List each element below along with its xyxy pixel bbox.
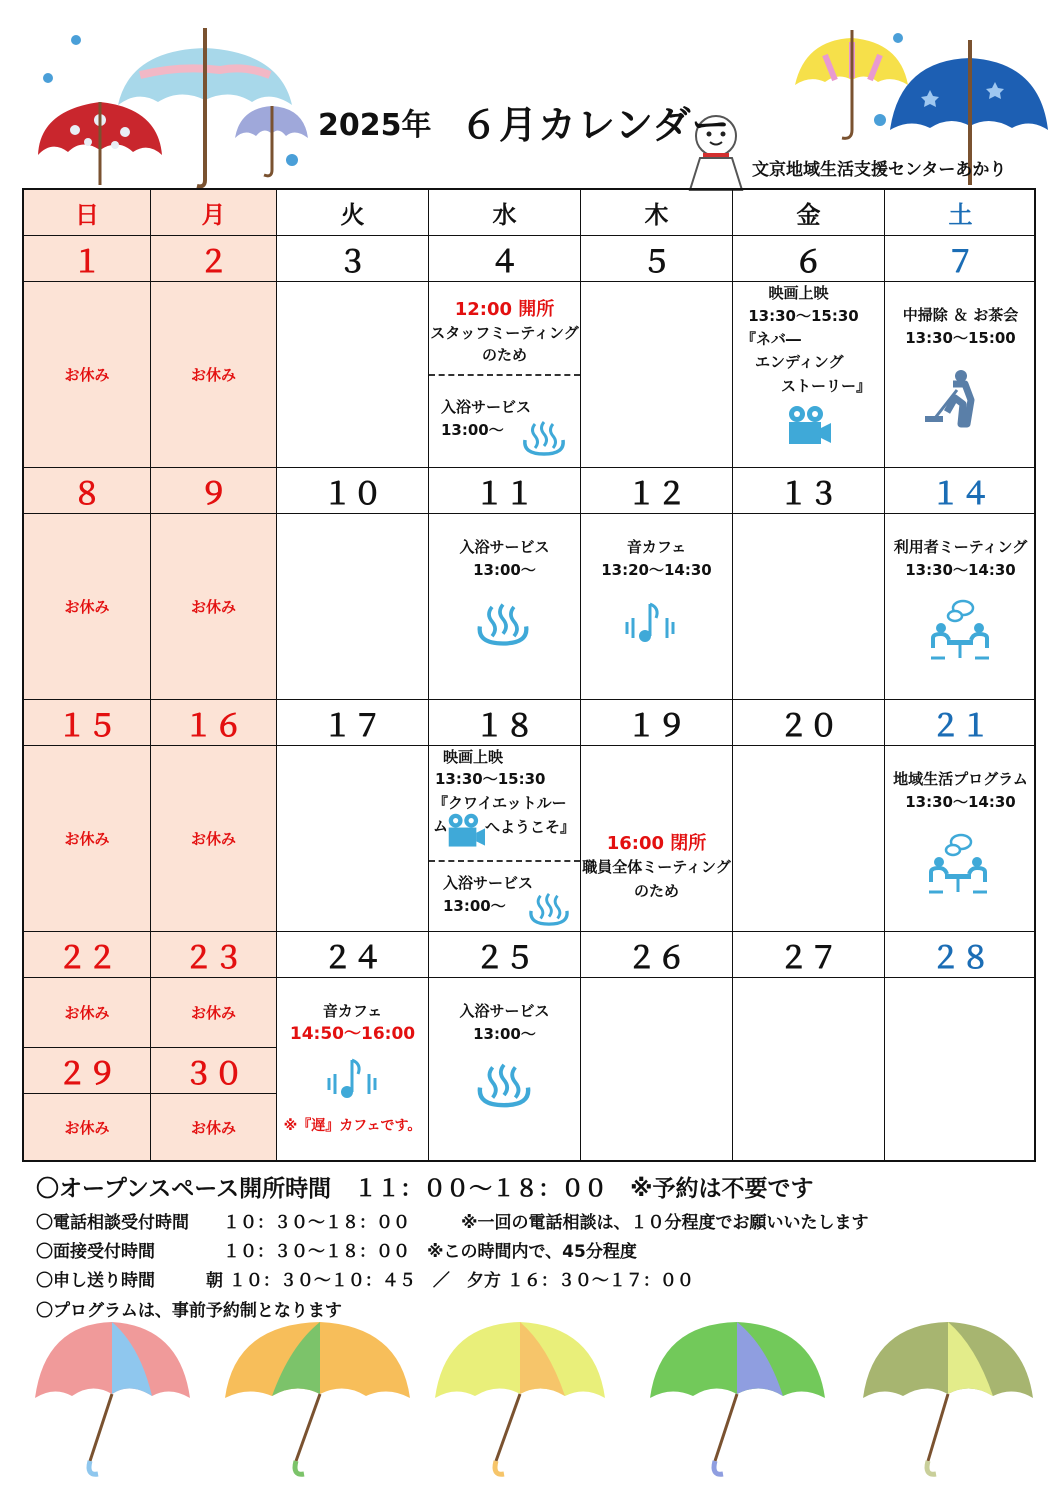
date-29: ２９ — [24, 1048, 151, 1094]
interview-hours: 〇面接受付時間 １０：３０～１８：００ ※この時間内で、45分程度 — [36, 1242, 637, 1262]
date-22: ２２ — [24, 932, 151, 978]
weekday-sat: 土 — [885, 190, 1036, 236]
date-13: １３ — [733, 468, 885, 514]
day-cell-jun4 — [429, 282, 581, 468]
orange-green-umbrella-icon — [225, 1322, 410, 1474]
day-cell-jun18 — [429, 746, 581, 932]
date-3: ３ — [277, 236, 429, 282]
date-20: ２０ — [733, 700, 885, 746]
umbrella-row-bottom — [30, 1316, 1040, 1486]
jun14-meeting-line2: 13:30～14:30 — [905, 561, 1016, 579]
jun24-cafe-time: 14:50～16:00 — [289, 1024, 416, 1044]
day-cell-jun11 — [429, 514, 581, 700]
jun19-meeting-line2: のため — [633, 882, 679, 900]
jun12-cafe-line2: 13:20～14:30 — [601, 561, 712, 579]
jun19-meeting-line1: 職員全体ミーティング — [582, 858, 731, 876]
red-umbrella-icon — [38, 102, 162, 185]
closed-jun22: お休み — [24, 978, 151, 1048]
jun4-bath-line2: 13:00～ — [441, 421, 504, 439]
closed-jun1: お休み — [24, 282, 151, 468]
jun6-movie-line1: 映画上映 — [768, 284, 829, 302]
jun21-program-line1: 地域生活プログラム — [893, 770, 1028, 788]
calendar-year: 2025年 — [318, 108, 432, 143]
onsen-icon — [527, 892, 571, 926]
olive-umbrella-icon — [863, 1322, 1033, 1474]
jun25-bath-line2: 13:00～ — [473, 1025, 536, 1043]
music-note-icon — [323, 1056, 381, 1102]
jun18-movie-line3: 『クワイエットルーム — [433, 794, 567, 835]
jun6-movie-line2: 13:30～15:30 — [748, 307, 859, 325]
day-cell-jun6 — [733, 282, 885, 468]
date-6: ６ — [733, 236, 885, 282]
jun18-movie-line4: へようこそ』 — [485, 818, 576, 836]
date-24: ２４ — [277, 932, 429, 978]
date-16: １６ — [151, 700, 277, 746]
jun4-bath-line1: 入浴サービス — [441, 398, 532, 416]
jun7-event-line1: 中掃除 ＆ お茶会 — [902, 306, 1019, 324]
date-25: ２５ — [429, 932, 581, 978]
jun19-close-time: 16:00 閉所 — [606, 833, 707, 854]
day-cell-jun10 — [277, 514, 429, 700]
jun6-movie-line5: ストーリー』 — [781, 377, 872, 395]
weekday-thu: 木 — [581, 190, 733, 236]
meeting-icon — [927, 598, 993, 662]
closed-jun29: お休み — [24, 1094, 151, 1160]
date-28: ２８ — [885, 932, 1036, 978]
movie-camera-icon — [445, 812, 487, 850]
onsen-icon — [475, 1062, 533, 1108]
date-30: ３０ — [151, 1048, 277, 1094]
day-cell-jun7 — [885, 282, 1036, 468]
date-8: ８ — [24, 468, 151, 514]
jun18-movie-line1: 映画上映 — [443, 748, 504, 766]
day-cell-jun28 — [885, 978, 1036, 1160]
jun11-bath-line1: 入浴サービス — [459, 538, 550, 556]
date-12: １２ — [581, 468, 733, 514]
date-7: ７ — [885, 236, 1036, 282]
closed-jun15: お休み — [24, 746, 151, 932]
calendar-grid — [22, 188, 1036, 1162]
organization-name: 文京地域生活支援センターあかり — [752, 160, 1007, 180]
jun4-open-time: 12:00 開所 — [454, 299, 555, 320]
jun24-cafe-line1: 音カフェ — [322, 1002, 383, 1020]
jun6-movie-line3: 『ネバ― — [741, 330, 801, 348]
jun18-bath-line2: 13:00～ — [443, 897, 506, 915]
onsen-icon — [475, 602, 531, 646]
date-4: ４ — [429, 236, 581, 282]
yellow-orange-umbrella-icon — [435, 1322, 605, 1474]
jun25-bath-line1: 入浴サービス — [459, 1002, 550, 1020]
jun11-bath-line2: 13:00～ — [473, 561, 536, 579]
closed-jun23: お休み — [151, 978, 277, 1048]
weekday-sun: 日 — [24, 190, 151, 236]
phone-consult-hours: 〇電話相談受付時間 １０：３０～１８：００ ※一回の電話相談は、１０分程度でお願いいたします — [36, 1213, 869, 1233]
meeting-icon — [925, 832, 991, 896]
day-cell-jun5 — [581, 282, 733, 468]
day-cell-jun17 — [277, 746, 429, 932]
weekday-wed: 水 — [429, 190, 581, 236]
date-2: ２ — [151, 236, 277, 282]
day-cell-jun26 — [581, 978, 733, 1160]
day-cell-jun27 — [733, 978, 885, 1160]
date-10: １０ — [277, 468, 429, 514]
closed-jun30: お休み — [151, 1094, 277, 1160]
day-cell-jun21 — [885, 746, 1036, 932]
closed-jun2: お休み — [151, 282, 277, 468]
pink-blue-umbrella-icon — [35, 1322, 190, 1474]
date-21: ２１ — [885, 700, 1036, 746]
open-space-hours: 〇オープンスペース開所時間 １１：００～１８：００ ※予約は不要です — [36, 1176, 814, 1202]
yellow-umbrella-icon — [795, 30, 908, 138]
day-cell-jun3 — [277, 282, 429, 468]
movie-camera-icon — [785, 404, 833, 448]
cleaning-person-icon — [923, 368, 985, 428]
green-purple-umbrella-icon — [650, 1322, 825, 1474]
day-cell-jun14 — [885, 514, 1036, 700]
day-cell-jun13 — [733, 514, 885, 700]
date-11: １１ — [429, 468, 581, 514]
day-cell-jun20 — [733, 746, 885, 932]
jun14-meeting-line1: 利用者ミーティング — [893, 538, 1028, 556]
day-cell-jun24 — [277, 978, 429, 1160]
date-14: １４ — [885, 468, 1036, 514]
program-reservation-note: 〇プログラムは、事前予約制となります — [36, 1301, 342, 1321]
jun18-bath-line1: 入浴サービス — [443, 874, 534, 892]
closed-jun8: お休み — [24, 514, 151, 700]
date-1: １ — [24, 236, 151, 282]
purple-umbrella-icon — [235, 106, 308, 176]
date-23: ２３ — [151, 932, 277, 978]
dashed-divider — [429, 860, 580, 862]
date-9: ９ — [151, 468, 277, 514]
weekday-fri: 金 — [733, 190, 885, 236]
jun4-meeting-line2: のため — [481, 346, 527, 364]
closed-jun16: お休み — [151, 746, 277, 932]
jun4-meeting-line1: スタッフミーティング — [430, 324, 579, 342]
day-cell-jun12 — [581, 514, 733, 700]
music-note-icon — [621, 600, 679, 646]
jun7-event-line2: 13:30～15:00 — [905, 329, 1016, 347]
day-cell-jun19 — [581, 746, 733, 932]
umbrella-decoration-top-left — [30, 20, 320, 190]
date-26: ２６ — [581, 932, 733, 978]
date-19: １９ — [581, 700, 733, 746]
closed-jun9: お休み — [151, 514, 277, 700]
weekday-mon: 月 — [151, 190, 277, 236]
onsen-icon — [521, 420, 567, 456]
weekday-tue: 火 — [277, 190, 429, 236]
date-27: ２７ — [733, 932, 885, 978]
handover-hours: 〇申し送り時間 朝 １０：３０～１０：４５ ／ 夕方 １６：３０～１７：００ — [36, 1271, 694, 1291]
jun6-movie-line4: エンディング — [755, 353, 844, 371]
date-5: ５ — [581, 236, 733, 282]
calendar-title: ６月カレンダー — [460, 103, 731, 147]
date-15: １５ — [24, 700, 151, 746]
jun12-cafe-line1: 音カフェ — [626, 538, 687, 556]
jun21-program-line2: 13:30～14:30 — [905, 793, 1016, 811]
jun24-late-cafe-note: ※『遅』カフェです。 — [283, 1118, 422, 1134]
day-cell-jun25 — [429, 978, 581, 1160]
date-17: １７ — [277, 700, 429, 746]
jun18-movie-line2: 13:30～15:30 — [435, 770, 546, 788]
dashed-divider — [429, 374, 580, 376]
date-18: １８ — [429, 700, 581, 746]
